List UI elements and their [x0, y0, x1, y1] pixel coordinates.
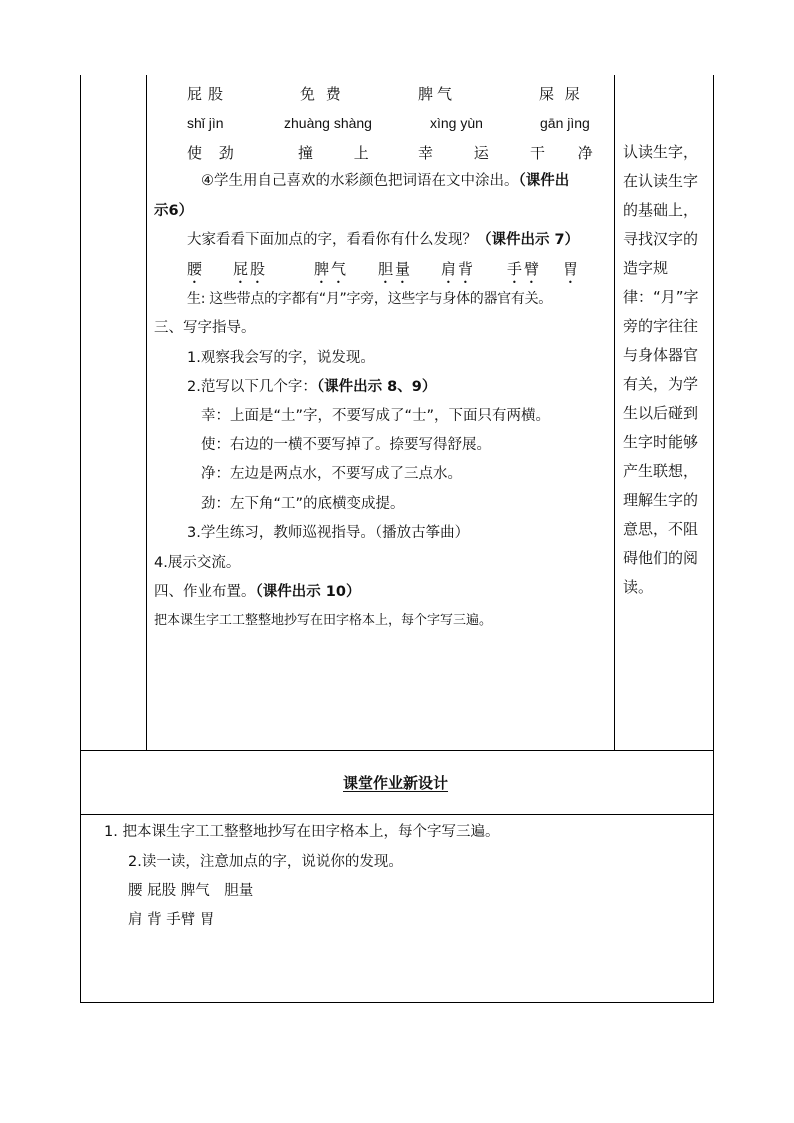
student-answer: 生: 这些带点的字都有“月”字旁，这些字与身体的器官有关。	[187, 291, 552, 307]
item2-tag: （课件出示 8、9）	[316, 379, 437, 395]
word-ganjing: 干 净	[530, 144, 607, 162]
column-divider-right	[614, 75, 615, 750]
table-border-right	[713, 75, 714, 1003]
side-note: 认读生字，在认读生字的基础上，寻找汉字的造字规律：“月”字旁的字往往与身体器官有关，为学生以后碰到生字时能够产生联想，理解生字的意思，不阻碍他们的阅读。	[623, 143, 699, 596]
pinyin-ganjing: gān jìng	[540, 115, 590, 131]
column-divider-left	[146, 75, 147, 750]
design-q2-line1: 腰 屁股 脾气 胆量	[128, 883, 254, 899]
word-mianfei: 免 费	[300, 85, 344, 103]
body-word-pigu: 屁股	[233, 260, 268, 278]
step4-tag-cont: 示6）	[154, 203, 194, 219]
design-title: 课堂作业新设计	[343, 774, 449, 792]
item2-paragraph	[187, 377, 436, 397]
word-pigu: 屁股	[187, 85, 230, 103]
word-shiniao: 屎 尿	[539, 85, 583, 103]
section4-title: 四、作业布置。	[154, 584, 256, 600]
word-zhuangshang: 撞 上	[298, 144, 387, 162]
row-divider-1	[80, 750, 714, 751]
section4-paragraph	[154, 582, 360, 602]
body-word-piqi: 脾气	[314, 260, 349, 278]
design-q2-line2: 肩 背 手臂 胃	[128, 912, 215, 928]
row-divider-2	[80, 814, 714, 815]
pinyin-zhuangshang: zhuàng shàng	[284, 115, 372, 131]
pinyin-xingyun: xìng yùn	[430, 115, 483, 131]
char-tip-shi: 使：右边的一横不要写掉了。捺要写得舒展。	[201, 437, 491, 453]
discover-paragraph	[187, 230, 579, 250]
section3-title: 三、写字指导。	[154, 320, 256, 336]
step4-text: ④学生用自己喜欢的水彩颜色把词语在文中涂出。	[201, 173, 519, 189]
word-shijin: 使 劲	[187, 144, 240, 162]
char-tip-xing: 幸：上面是“土”字，不要写成了“士”，下面只有两横。	[201, 408, 551, 424]
body-word-yao: 腰	[187, 260, 203, 278]
item2-text: 2.范写以下几个字：	[187, 379, 317, 395]
discover-tag: （课件出示 7）	[477, 232, 580, 248]
table-border-bottom	[80, 1002, 714, 1003]
section4-tag: （课件出示 10）	[255, 584, 361, 600]
discover-text: 大家看看下面加点的字，看看你有什么发现？	[187, 232, 477, 248]
body-word-wei: 胃	[563, 260, 579, 278]
design-q2: 2.读一读，注意加点的字，说说你的发现。	[128, 854, 403, 870]
body-word-danliang: 胆量	[378, 260, 413, 278]
body-word-shoubi: 手臂	[507, 260, 542, 278]
char-tip-jing: 净：左边是两点水，不要写成了三点水。	[201, 466, 462, 482]
item4-share: 4.展示交流。	[154, 555, 241, 571]
item3-practice: 3.学生练习，教师巡视指导。（播放古筝曲）	[187, 525, 470, 541]
homework-text: 把本课生字工工整整地抄写在田字格本上，每个字写三遍。	[154, 613, 493, 628]
char-tip-jin: 劲：左下角“工”的底横变成提。	[201, 496, 405, 512]
word-piqi: 脾气	[418, 85, 457, 103]
pinyin-shijin: shǐ jìn	[187, 115, 224, 131]
body-word-jianbei: 肩背	[441, 260, 476, 278]
table-border-left	[80, 75, 81, 1003]
item1-observe: 1.观察我会写的字，说发现。	[187, 350, 375, 366]
step4-paragraph	[201, 171, 569, 191]
word-xingyun: 幸 运	[418, 144, 507, 162]
step4-tag: （课件出	[518, 173, 570, 189]
design-q1: 1. 把本课生字工工整整地抄写在田字格本上，每个字写三遍。	[104, 824, 500, 840]
